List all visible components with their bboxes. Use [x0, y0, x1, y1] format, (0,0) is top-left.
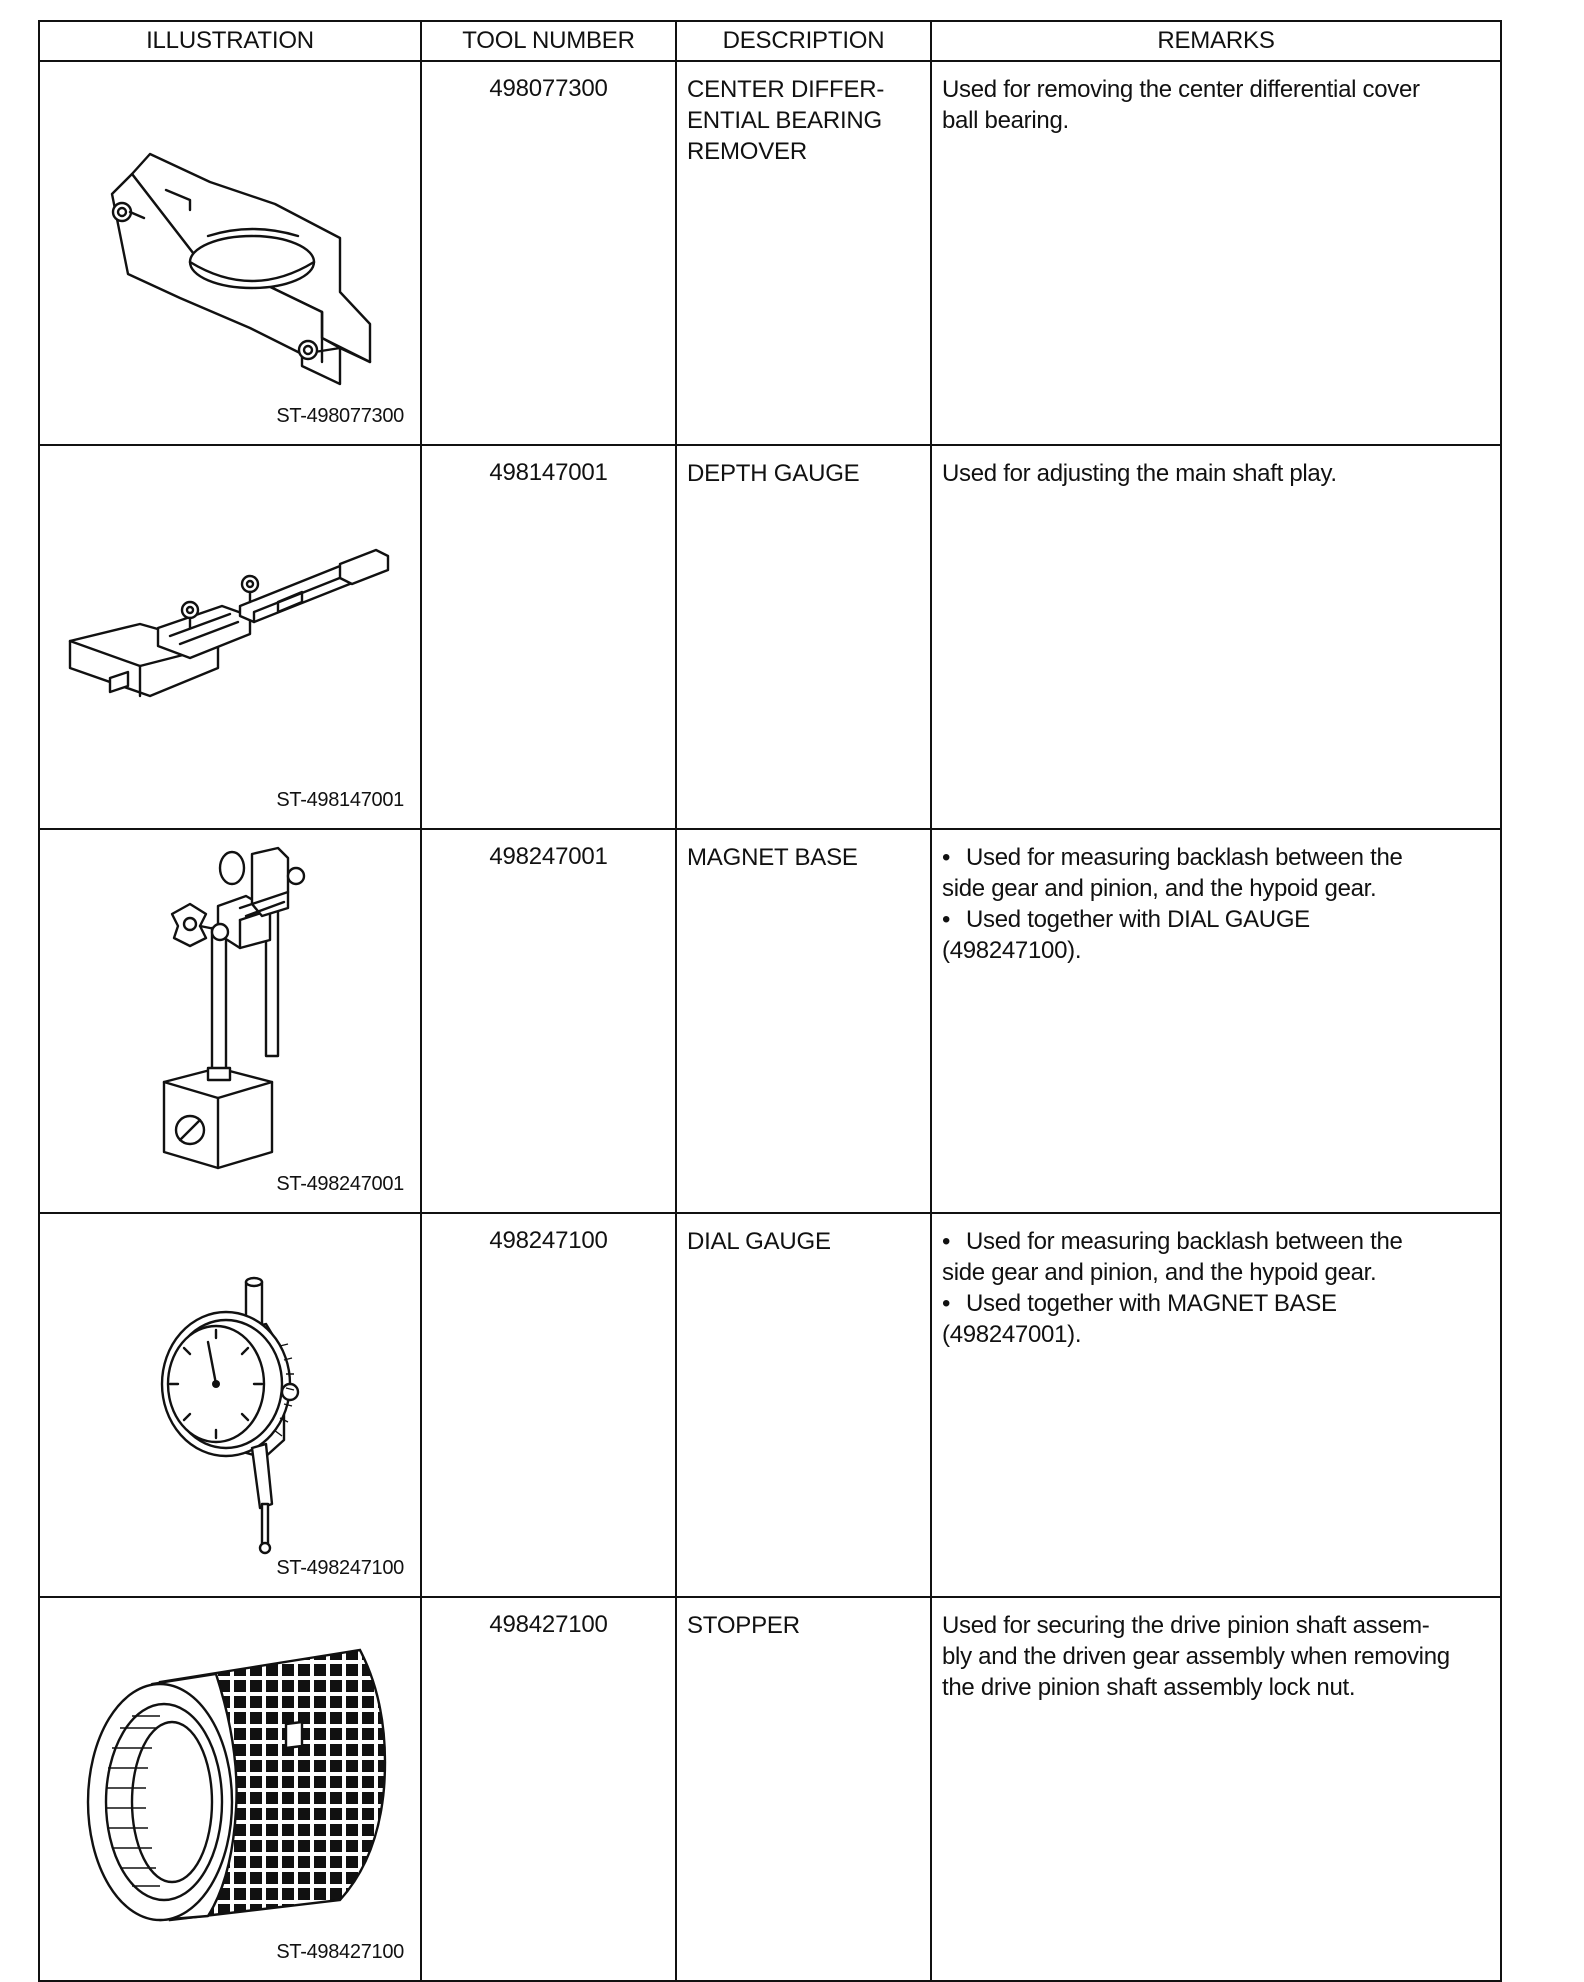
remarks-line: Used for securing the drive pinion shaft assem- [942, 1612, 1430, 1639]
remarks-line: side gear and pinion, and the hypoid gear. [942, 1259, 1377, 1286]
remarks-line: the drive pinion shaft assembly lock nut. [942, 1674, 1356, 1701]
remarks-line: (498247001). [942, 1321, 1082, 1348]
table-row [39, 61, 1501, 445]
table-row [39, 829, 1501, 1213]
remarks-line: ball bearing. [942, 107, 1069, 134]
illustration-cell [39, 61, 421, 445]
remarks-cell [931, 445, 1501, 829]
description-line: DIAL GAUGE [687, 1228, 831, 1255]
remarks-cell [931, 1597, 1501, 1981]
header-description: DESCRIPTION [676, 21, 931, 61]
bullet: • [942, 844, 951, 871]
remarks-text: Used together with MAGNET BASE [966, 1290, 1337, 1317]
remarks-line [942, 904, 1492, 935]
description-cell [676, 61, 931, 445]
description-line: DEPTH GAUGE [687, 460, 860, 487]
remarks-line: (498247100). [942, 937, 1082, 964]
description-line: MAGNET BASE [687, 844, 858, 871]
illustration-cell [39, 829, 421, 1213]
remarks-text: Used for measuring backlash between the [966, 1228, 1403, 1255]
remarks-text: Used for measuring backlash between the [966, 844, 1403, 871]
bullet: • [942, 1290, 951, 1317]
description-line: ENTIAL BEARING [687, 107, 883, 134]
tool-number-cell: 498427100 [421, 1597, 676, 1981]
table-row [39, 1597, 1501, 1981]
bearing-remover-icon [40, 62, 420, 432]
description-line: STOPPER [687, 1612, 800, 1639]
stopper-icon [40, 1598, 420, 1968]
illustration-caption: ST-498077300 [276, 405, 404, 427]
remarks-line: Used for removing the center differential cover [942, 76, 1420, 103]
illustration-caption: ST-498247100 [276, 1557, 404, 1579]
remarks-line: Used for adjusting the main shaft play. [942, 460, 1337, 487]
header-tool-number: TOOL NUMBER [421, 21, 676, 61]
bullet: • [942, 906, 951, 933]
remarks-cell [931, 829, 1501, 1213]
remarks-line [942, 1288, 1492, 1319]
depth-gauge-icon [40, 446, 420, 816]
remarks-cell [931, 1213, 1501, 1597]
illustration-cell [39, 1213, 421, 1597]
illustration-cell [39, 1597, 421, 1981]
illustration-caption: ST-498427100 [276, 1941, 404, 1963]
bullet: • [942, 1228, 951, 1255]
remarks-line [942, 1226, 1492, 1257]
special-tools-table [38, 20, 1502, 1982]
header-illustration: ILLUSTRATION [39, 21, 421, 61]
remarks-text: Used together with DIAL GAUGE [966, 906, 1310, 933]
description-cell [676, 1597, 931, 1981]
remarks-cell [931, 61, 1501, 445]
illustration-caption: ST-498247001 [276, 1173, 404, 1195]
tool-number-cell: 498247001 [421, 829, 676, 1213]
description-line: CENTER DIFFER- [687, 76, 885, 103]
dial-gauge-icon [40, 1214, 420, 1584]
remarks-line: side gear and pinion, and the hypoid gear. [942, 875, 1377, 902]
magnet-base-icon [40, 830, 420, 1200]
table-row [39, 1213, 1501, 1597]
description-line: REMOVER [687, 138, 807, 165]
header-remarks: REMARKS [931, 21, 1501, 61]
table-row [39, 445, 1501, 829]
remarks-line: bly and the driven gear assembly when removing [942, 1643, 1450, 1670]
description-cell [676, 829, 931, 1213]
illustration-cell [39, 445, 421, 829]
tool-number-cell: 498077300 [421, 61, 676, 445]
description-cell [676, 1213, 931, 1597]
tool-number-cell: 498147001 [421, 445, 676, 829]
table-header-row [39, 21, 1501, 61]
remarks-line [942, 842, 1492, 873]
illustration-caption: ST-498147001 [276, 789, 404, 811]
tool-number-cell: 498247100 [421, 1213, 676, 1597]
description-cell [676, 445, 931, 829]
